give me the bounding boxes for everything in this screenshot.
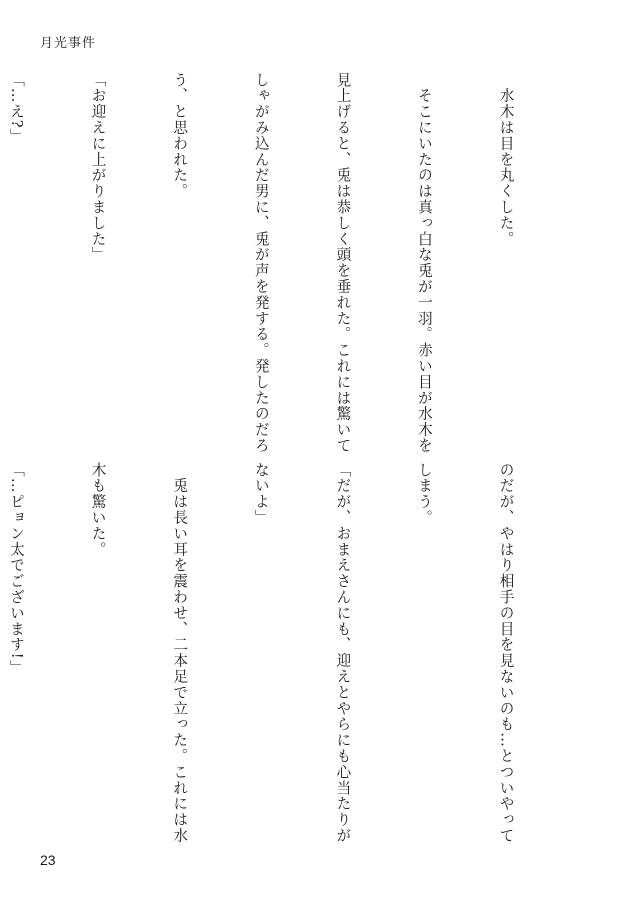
text-line: そこにいたのは真っ白な兎が一羽。赤い目が水木を <box>415 72 433 454</box>
text-line: ないよ」 <box>252 462 270 526</box>
text-line: 「…え?」 <box>7 72 25 145</box>
text-line: のだが、やはり相手の目を見ないのも…とついやって <box>497 462 515 844</box>
text-line: しまう。 <box>415 462 433 526</box>
text-column-top <box>0 72 574 454</box>
text-line: 兎は長い耳を震わせ、二本足で立った。これには水 <box>171 462 189 844</box>
text-line: 「…ピョン太でございます!」 <box>7 462 25 676</box>
text-column-bottom <box>0 462 574 844</box>
text-line: 木も驚いた。 <box>89 462 107 558</box>
text-line: 「お迎えに上がりました」 <box>89 72 107 263</box>
page-number: 23 <box>40 852 56 868</box>
text-line: 水木は目を丸くした。 <box>497 72 515 247</box>
text-line: う、と思われた。 <box>171 72 189 200</box>
text-line: 「だが、おまえさんにも、迎えとやらにも心当たりが <box>334 462 352 844</box>
text-line: しゃがみ込んだ男に、兎が声を発する。発したのだろ <box>252 72 270 454</box>
text-line: 見上げると、兎は恭しく頭を垂れた。これには驚いて <box>334 72 352 454</box>
running-title: 月光事件 <box>40 36 97 51</box>
